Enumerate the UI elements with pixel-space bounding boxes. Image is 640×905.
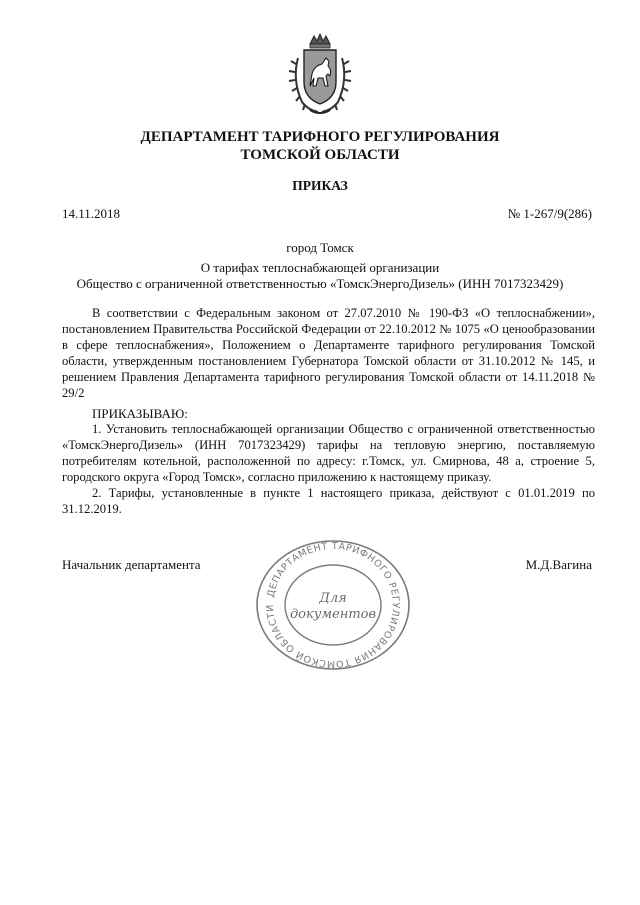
subject-line1: О тарифах теплоснабжающей организации	[200, 260, 440, 275]
document-type: ПРИКАЗ	[292, 178, 348, 193]
order-item-1: 1. Установить теплоснабжающей организации Общество с ограниченной ответственностью «ТомскЭнергоДизель» (ИНН 7017323429) тарифы на тепловую энергию, поставляемую потребителям котельной, расположенной по адресу: г.Томск, ул. Смирнова, 48 а, строение 5, городского округа «Город Томск», согласно приложению к настоящему приказу.	[62, 422, 595, 484]
order-word: ПРИКАЗЫВАЮ:	[92, 406, 188, 421]
city: город Томск	[286, 240, 354, 255]
subject-line2: Общество с ограниченной ответственностью «ТомскЭнергоДизель» (ИНН 7017323429)	[76, 276, 564, 291]
seal-ring-text: ДЕПАРТАМЕНТ ТАРИФНОГО РЕГУЛИРОВАНИЯ ТОМСКОЙ ОБЛАСТИ	[264, 540, 402, 670]
signature-position: Начальник департамента	[62, 557, 201, 572]
seal-center-line2: документов	[289, 607, 377, 622]
signature-name: М.Д.Вагина	[525, 557, 592, 572]
order-date: 14.11.2018	[62, 206, 121, 221]
department-name-line2: ТОМСКОЙ ОБЛАСТИ	[240, 147, 400, 163]
order-number: № 1-267/9(286)	[507, 206, 592, 221]
department-seal	[252, 538, 414, 672]
tomsk-coat-of-arms-icon	[288, 30, 352, 116]
order-item-2: 2. Тарифы, установленные в пункте 1 настоящего приказа, действуют с 01.01.2019 по 31.12.2019.	[62, 486, 595, 516]
department-name-line1: ДЕПАРТАМЕНТ ТАРИФНОГО РЕГУЛИРОВАНИЯ	[140, 129, 500, 145]
seal-center-line1: Для	[319, 591, 347, 606]
preamble-paragraph: В соответствии с Федеральным законом от 27.07.2010 № 190-ФЗ «О теплоснабжении», постановлением Правительства Российской Федерации от 22.10.2012 № 1075 «О ценообразовании в сфере теплоснабжения», Положением о Департаменте тарифного регулирования Томской области, утвержденным постановлением Губернатора Томской области от 31.10.2012 № 145, и решением Правления Департамента тарифного регулирования Томской области от 14.11.2018 № 29/2	[62, 306, 595, 400]
